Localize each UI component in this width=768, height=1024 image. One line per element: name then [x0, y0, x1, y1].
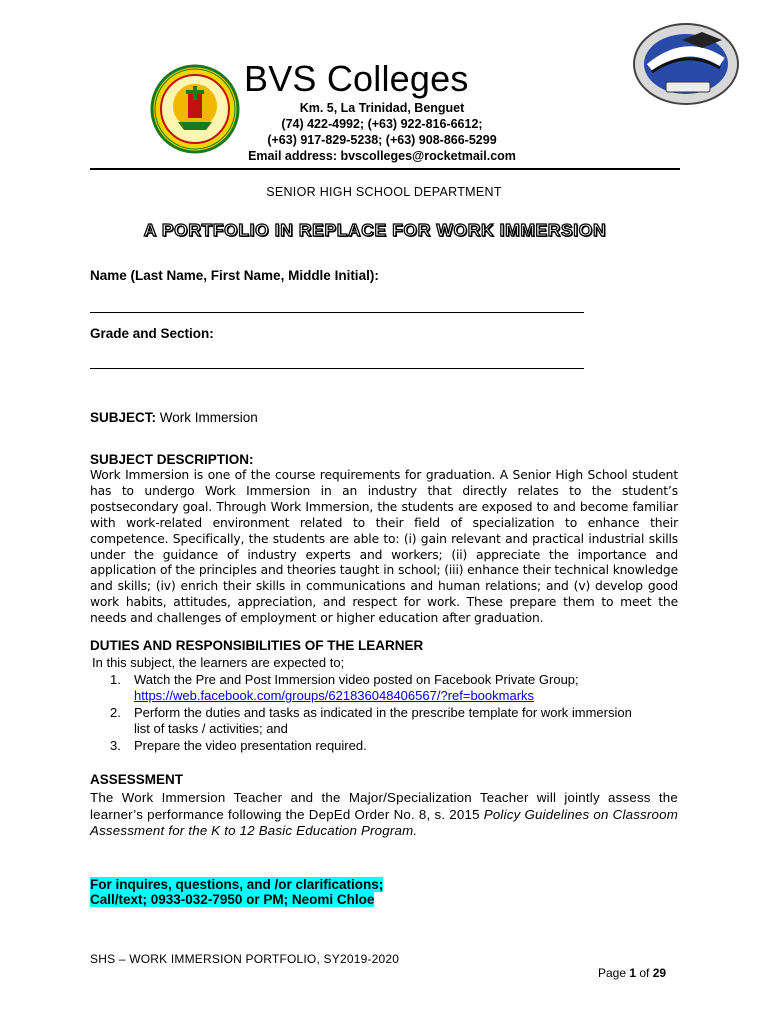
total-pages: 29	[652, 966, 667, 980]
duties-list	[110, 672, 650, 754]
list-number: 2.	[110, 704, 121, 720]
list-number: 3.	[110, 737, 121, 753]
page-number	[598, 966, 666, 980]
grade-section-blank-line[interactable]	[90, 368, 584, 369]
address-line: Km. 5, La Trinidad, Benguet	[299, 101, 465, 115]
assessment-heading: ASSESSMENT	[90, 772, 184, 787]
document-title: A PORTFOLIO IN REPLACE FOR WORK IMMERSION	[143, 220, 607, 240]
list-item-text: Prepare the video presentation required.	[134, 737, 367, 753]
current-page: 1	[629, 966, 637, 980]
contact-number: Call/text; 0933-032-7950 or PM; Neomi Chloe	[90, 892, 375, 907]
subject-value: Work Immersion	[156, 410, 258, 425]
duties-intro: In this subject, the learners are expected to;	[92, 655, 345, 670]
bvs-colleges-logo	[150, 64, 240, 154]
senior-high-school-logo	[630, 18, 742, 108]
list-item	[110, 705, 650, 738]
duties-heading: DUTIES AND RESPONSIBILITIES OF THE LEARNER	[90, 638, 424, 653]
subject-line	[90, 410, 258, 425]
assessment-policy-title: Policy Guidelines on Classroom Assessment for the K to 12 Basic Education Program.	[90, 806, 679, 839]
department-heading: SENIOR HIGH SCHOOL DEPARTMENT	[266, 185, 502, 199]
name-label: Name (Last Name, First Name, Middle Initial):	[90, 268, 379, 283]
subject-description-label: SUBJECT DESCRIPTION:	[90, 452, 254, 467]
name-blank-line[interactable]	[90, 312, 584, 313]
assessment-body: The Work Immersion Teacher and the Major/Specialization Teacher will jointly assess the learner’s performance following the DepEd Order No. 8, s. 2015	[90, 790, 678, 822]
list-item-text: Watch the Pre and Post Immersion video posted on Facebook Private Group;	[134, 672, 579, 687]
assessment-text	[90, 790, 678, 840]
footer-title: SHS – WORK IMMERSION PORTFOLIO, SY2019-2020	[90, 952, 400, 966]
email-line: Email address: bvscolleges@rocketmail.com	[248, 149, 516, 163]
subject-label: SUBJECT:	[90, 410, 157, 425]
phone-line: (74) 422-4992; (+63) 922-816-6612;	[281, 117, 483, 131]
list-number: 1.	[110, 672, 121, 687]
contact-note: For inquires, questions, and /or clarifications;	[90, 877, 384, 892]
header-divider	[90, 168, 680, 170]
subject-description-text: Work Immersion is one of the course requirements for graduation. A Senior High School student has to undergo Work Immersion in an industry that directly relates to the student’s postsecondary goal. Through Work Immersion, the students are exposed to and become familiar with work-related environment related to their field of specialization to enhance their competence. Specifically, the students are able to: (i) gain relevant and practical industrial skills under the guidance of industry experts and workers; (ii) appreciate the importance and application of the principles and theories taught in school; (iii) enhance their technical knowledge and skills; (iv) enrich their skills in communications and human relations; and (v) develop good work habits, attitudes, appreciation, and respect for work. These prepare them to meet the needs and challenges of employment or higher education after graduation.	[90, 468, 678, 626]
list-item	[110, 672, 650, 705]
grade-section-label: Grade and Section:	[90, 326, 214, 341]
list-item-text: Perform the duties and tasks as indicated in the prescribe template for work immersion list of tasks / activities; and	[134, 704, 632, 737]
of-word: of	[636, 966, 653, 980]
brand-title: BVS Colleges	[244, 58, 469, 99]
facebook-group-link[interactable]: https://web.facebook.com/groups/621836048406567/?ref=bookmarks	[134, 688, 535, 704]
page-word: Page	[598, 966, 630, 980]
phone-line: (+63) 917-829-5238; (+63) 908-866-5299	[267, 133, 497, 147]
list-item	[110, 738, 650, 754]
